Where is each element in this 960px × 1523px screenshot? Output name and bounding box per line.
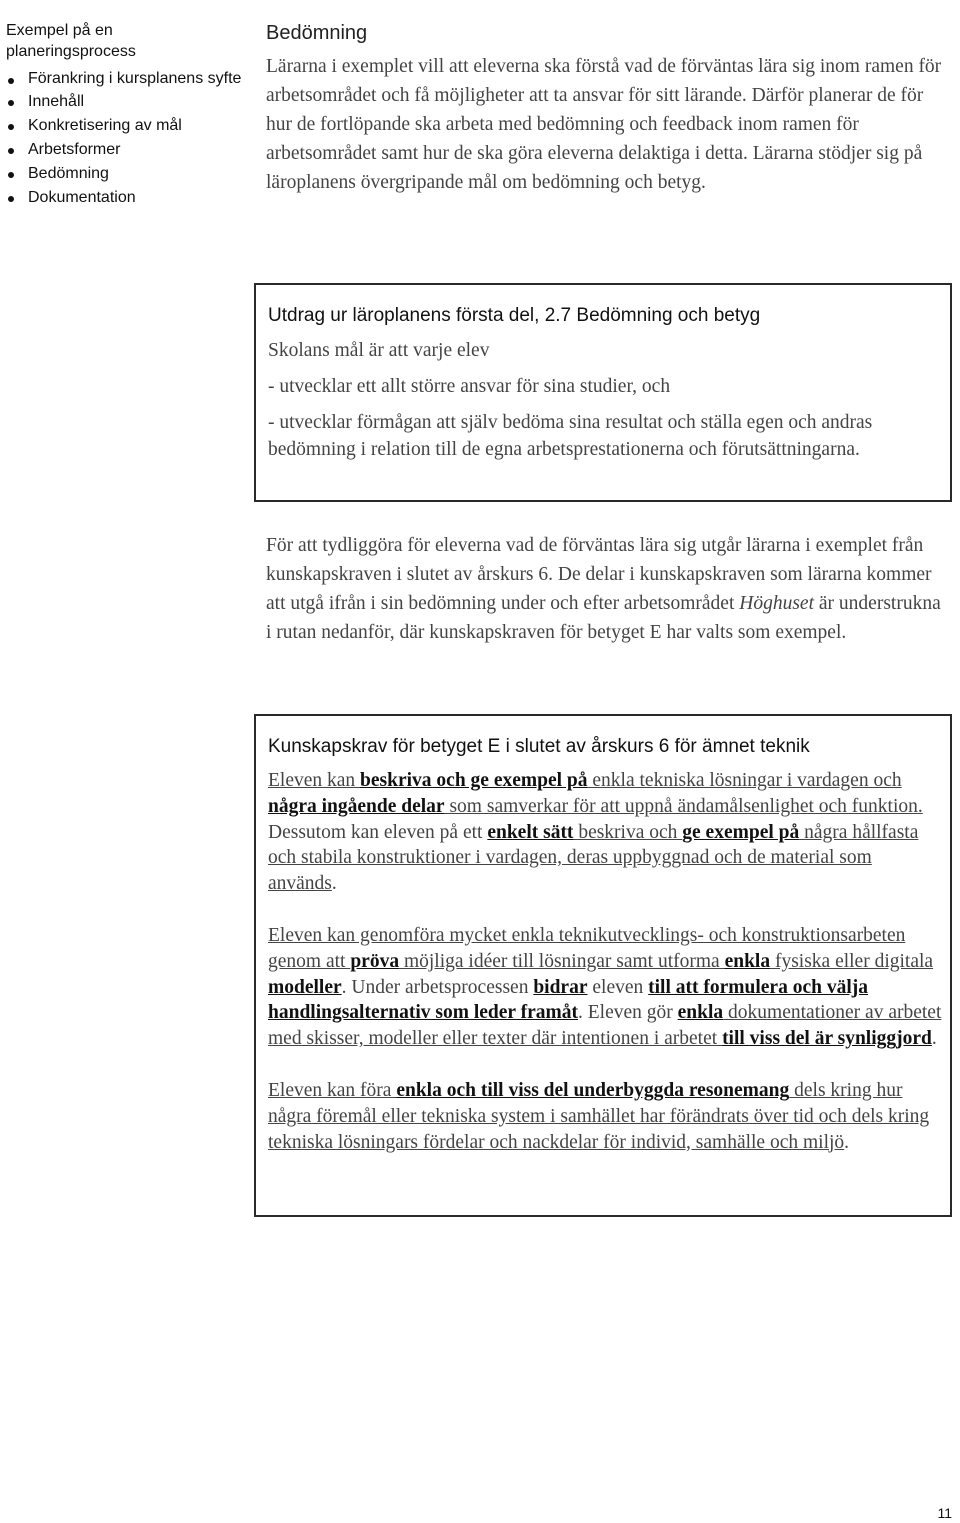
sidebar-title: Exempel på en planeringsprocess — [6, 22, 136, 60]
requirement-segment: enkla och till viss del underbyggda resonemang — [396, 1079, 790, 1101]
requirement-segment: några hållfasta och stabila konstruktioner i vardagen, deras uppbyggnad och de material som används — [268, 821, 919, 895]
excerpt-point-1: - utvecklar ett allt större ansvar för sina studier, och — [268, 376, 671, 397]
excerpt-body — [268, 337, 938, 463]
requirement-segment: till att formulera och välja handlingsalternativ som leder framåt — [268, 976, 869, 1024]
requirement-segment: bidrar — [533, 976, 588, 998]
requirement-segment: beskriva och — [573, 821, 683, 843]
sidebar-item-bedomning: Bedömning — [6, 162, 246, 186]
requirement-paragraph-1 — [268, 768, 943, 897]
requirement-segment: ge exempel på — [682, 821, 800, 843]
section-heading: Bedömning — [266, 22, 368, 44]
sidebar-item-arbetsformer: Arbetsformer — [6, 138, 246, 162]
sidebar-item-konkretisering: Konkretisering av mål — [6, 114, 246, 138]
requirement-segment: några ingående delar — [268, 795, 445, 817]
requirement-segment: eleven — [587, 976, 649, 998]
requirement-segment: . — [931, 1028, 937, 1050]
requirement-segment: enkla tekniska lösningar i vardagen och — [587, 770, 902, 791]
requirement-segment: . — [331, 873, 337, 895]
requirement-segment: till viss del är synliggjord — [722, 1028, 932, 1050]
requirement-paragraph-2 — [268, 923, 943, 1052]
middle-paragraph — [266, 531, 946, 647]
middle-italic-title: Höghuset — [739, 593, 815, 614]
requirement-segment: möjliga idéer till lösningar samt utforma — [399, 950, 725, 972]
page-number: 11 — [937, 1505, 952, 1521]
requirements-body — [268, 768, 943, 1155]
middle-text-before: För att tydliggöra för eleverna vad de förväntas lära sig utgår lärarna i exemplet från kunskapskraven i slutet av årskurs 6. De delar i kunskapskraven som lärarna kommer att utgå ifrån i sin bedömning under och efter arbetsområdet — [266, 535, 932, 614]
requirements-heading: Kunskapskrav för betyget E i slutet av årskurs 6 för ämnet teknik — [268, 736, 810, 757]
requirement-segment: modeller — [268, 976, 342, 998]
bedomning-section — [266, 20, 946, 197]
curriculum-excerpt-box — [254, 283, 952, 502]
excerpt-heading: Utdrag ur läroplanens första del, 2.7 Bedömning och betyg — [268, 305, 761, 326]
requirement-segment: . — [844, 1131, 850, 1153]
middle-text-after: är understrukna i rutan nedanför, där kunskapskraven för betyget E har valts som exempel. — [266, 593, 941, 643]
knowledge-requirements-box — [254, 714, 952, 1217]
requirement-segment: enkla — [677, 1002, 724, 1024]
requirement-segment: Eleven kan — [268, 770, 361, 791]
excerpt-point-2: - utvecklar förmågan att själv bedöma sina resultat och ställa egen och andras bedömning i relation till de egna arbetsprestationerna och förutsättningarna. — [268, 412, 873, 460]
excerpt-intro: Skolans mål är att varje elev — [268, 340, 490, 361]
requirement-segment: enkelt sätt — [487, 821, 574, 843]
sidebar-item-dokumentation: Dokumentation — [6, 186, 246, 210]
requirement-segment: . Eleven gör — [578, 1002, 678, 1024]
requirement-segment: pröva — [350, 950, 400, 972]
requirement-segment: Dessutom kan eleven på ett — [268, 821, 488, 843]
requirement-segment: enkla — [724, 950, 771, 972]
sidebar-list — [6, 68, 246, 210]
sidebar-navigation — [6, 20, 246, 210]
requirement-segment: beskriva och ge exempel på — [360, 770, 588, 791]
requirement-paragraph-3 — [268, 1078, 943, 1155]
requirement-segment: dels kring hur några föremål eller tekniska system i samhället har förändrats över tid och dels kring tekniska lösningars fördelar och nackdelar för individ, samhälle och miljö — [268, 1079, 930, 1153]
section-paragraph: Lärarna i exemplet vill att eleverna ska förstå vad de förväntas lära sig inom ramen för arbetsområdet och få möjligheter att ta ansvar för sitt lärande. Därför planerar de för hur de fortlöpande ska arbeta med bedömning och feedback inom ramen för arbetsområdet samt hur de ska göra eleverna delaktiga i detta. Lärarna stödjer sig på läroplanens övergripande mål om bedömning och betyg. — [266, 56, 942, 193]
requirement-segment: som samverkar för att uppnå ändamålsenlighet och funktion. — [444, 795, 923, 817]
sidebar-item-innehall: Innehåll — [6, 90, 246, 114]
requirement-segment: dokumentationer av arbetet med skisser, modeller eller texter där intentionen i arbetet — [268, 1002, 942, 1050]
requirement-segment: Eleven kan föra — [268, 1079, 397, 1101]
requirement-segment: fysiska eller digitala — [770, 950, 934, 972]
sidebar-item-forankring: Förankring i kursplanens syfte — [6, 68, 246, 90]
requirement-segment: . Under arbetsprocessen — [341, 976, 534, 998]
requirement-segment: Eleven kan genomföra mycket enkla teknikutvecklings- och konstruktionsarbeten genom att — [268, 924, 906, 972]
